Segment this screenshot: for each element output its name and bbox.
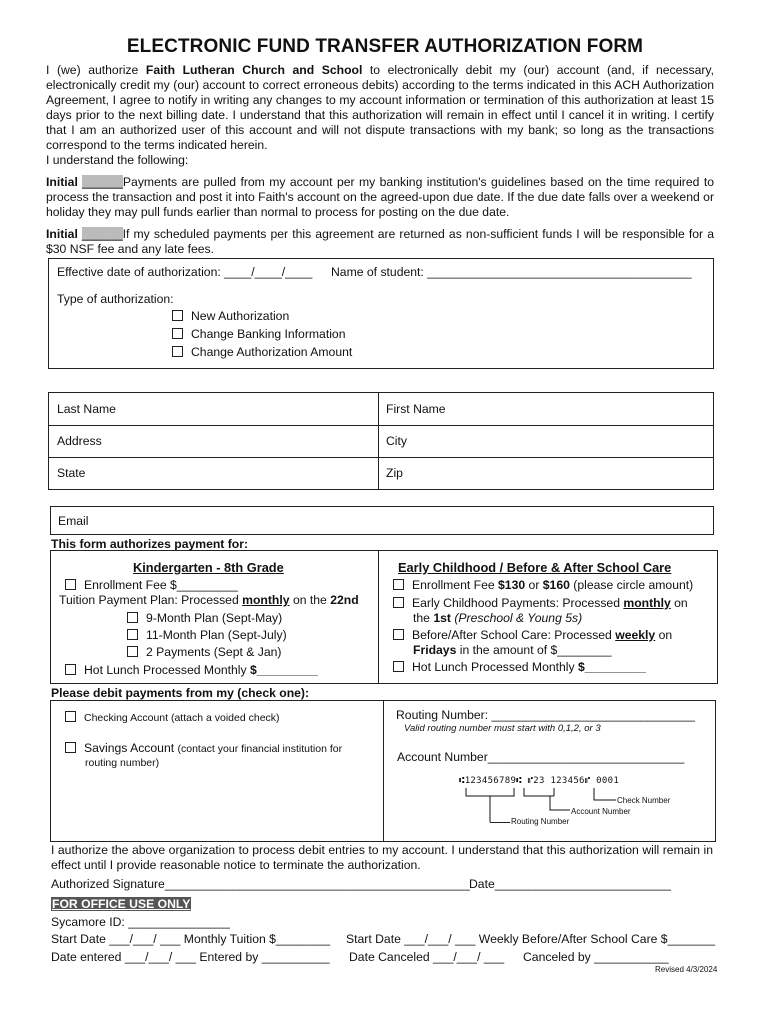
contact-table — [48, 392, 714, 490]
ec-ecp-d: the — [413, 611, 430, 625]
ec-bas-c: on — [658, 628, 673, 642]
change-amount-option[interactable] — [172, 345, 352, 359]
ec-enroll-b: $130 — [498, 578, 526, 592]
ec-bas-e: in the amount of $________ — [459, 643, 612, 657]
initial-2-text: If my scheduled payments per this agreement are returned as non-sufficient funds I will be responsible for a $30 NSF fee and any late fees. — [46, 227, 714, 256]
change-banking-option[interactable] — [172, 327, 345, 341]
k8-lunch-b: $_________ — [249, 663, 318, 677]
plan-label: 2 Payments (Sept & Jan) — [146, 645, 282, 659]
k8-plan-9month[interactable] — [127, 611, 282, 625]
account-number-field[interactable]: Account Number_____________________________ — [397, 750, 685, 764]
ec-enroll-d: $160 — [542, 578, 570, 592]
ec-enroll-a: Enrollment Fee — [412, 578, 495, 592]
checkbox[interactable] — [127, 646, 138, 657]
intro-part2: to electronically debit my (our) account (and, if necessary, electronically credit my (our) account to correct erroneous debits) according to the terms indicated in this ACH Authorization Agreement, I agree to notify in writing any changes to my account information or termination of this authorization at least 15 days prior to the next billing date. I understand that this authorization will remain in effect until I cancel it in writing. I certify that I am an authorized user of this account and will not dispute transactions with my bank; so long as the transactions correspond to the terms indicated herein. — [46, 63, 714, 152]
authorize-statement: I authorize the above organization to process debit entries to my account. I understand that this authorization will remain in effect until I provide reasonable notice to terminate the authorization. — [51, 843, 713, 872]
ec-payments-option[interactable] — [393, 596, 688, 610]
checkbox[interactable] — [393, 661, 404, 672]
account-bracket-left — [524, 788, 554, 796]
ec-before-after-option[interactable] — [393, 628, 672, 642]
ec-bas-b: weekly — [615, 628, 656, 642]
date-field[interactable]: Date__________________________ — [469, 877, 671, 891]
start-date-tuition-field[interactable]: Start Date ___/___/ ___ Monthly Tuition $________ — [51, 932, 331, 946]
ec-ecp-b: monthly — [623, 596, 671, 610]
student-name-field[interactable]: Name of student: _______________________________________ — [331, 265, 692, 279]
plan-label: 11-Month Plan (Sept-July) — [146, 628, 287, 642]
checkbox[interactable] — [127, 629, 138, 640]
ec-enrollment-option[interactable] — [393, 578, 693, 592]
organization-name: Faith Lutheran Church and School — [145, 63, 363, 77]
address-field[interactable]: Address — [57, 434, 102, 448]
ec-enroll-e: (please circle amount) — [573, 578, 694, 592]
routing-number-field[interactable]: Routing Number: ______________________________ — [396, 708, 695, 722]
ec-lunch-a: Hot Lunch Processed Monthly — [412, 660, 575, 674]
divider — [48, 457, 714, 458]
ec-enroll-c: or — [528, 578, 540, 592]
savings-label-a: Savings Account — [84, 741, 175, 755]
checking-account-option[interactable] — [65, 711, 280, 724]
ec-hot-lunch-option[interactable] — [393, 660, 646, 674]
effective-date-field[interactable]: Effective date of authorization: ____/____/____ — [57, 265, 313, 279]
ec-bas-d: Fridays — [413, 643, 457, 657]
email-box — [50, 506, 714, 535]
k8-tuition-d: 22nd — [330, 593, 359, 607]
ec-ecp-f: (Preschool & Young 5s) — [454, 611, 583, 625]
checkbox[interactable] — [393, 629, 404, 640]
start-date-care-field[interactable]: Start Date ___/___/ ___ Weekly Before/After School Care $_______ — [346, 932, 716, 946]
ec-ecp-e: 1st — [433, 611, 451, 625]
ec-payments-line2 — [413, 611, 582, 625]
payment-for-label: This form authorizes payment for: — [51, 537, 249, 551]
email-field[interactable]: Email — [58, 514, 89, 528]
initial-2-blank[interactable]: ______ — [81, 227, 123, 241]
checking-label: Checking Account (attach a voided check) — [84, 712, 280, 724]
checkbox[interactable] — [393, 579, 404, 590]
type-of-authorization-label: Type of authorization: — [57, 292, 174, 306]
zip-field[interactable]: Zip — [386, 466, 403, 480]
savings-account-option[interactable] — [65, 741, 342, 755]
check-number-label: Check Number — [617, 796, 671, 805]
ec-before-after-line2 — [413, 643, 612, 657]
initial-1-blank[interactable]: ______ — [82, 175, 123, 189]
option-label: Change Banking Information — [191, 327, 346, 341]
k8-tuition-line — [59, 593, 359, 607]
checkbox[interactable] — [393, 597, 404, 608]
ec-ecp-c: on — [674, 596, 688, 610]
divider — [48, 425, 714, 426]
first-name-field[interactable]: First Name — [386, 402, 446, 416]
k8-lunch-a: Hot Lunch Processed Monthly — [84, 663, 247, 677]
initial-1-label: Initial — [46, 175, 78, 189]
date-canceled-field[interactable]: Date Canceled ___/___/ ___ — [349, 950, 505, 964]
initial-2-label: Initial — [46, 227, 78, 241]
k8-hot-lunch-option[interactable] — [65, 663, 318, 677]
k8-plan-2payments[interactable] — [127, 645, 281, 659]
debit-label: Please debit payments from my (check one): — [51, 686, 310, 700]
option-label: Change Authorization Amount — [191, 345, 353, 359]
understand-text: I understand the following: — [46, 153, 189, 167]
divider — [378, 550, 379, 684]
intro-paragraph — [46, 63, 714, 168]
checkbox[interactable] — [127, 612, 138, 623]
state-field[interactable]: State — [57, 466, 86, 480]
checkbox[interactable] — [172, 346, 183, 357]
office-use-header: FOR OFFICE USE ONLY — [52, 897, 191, 911]
city-field[interactable]: City — [386, 434, 407, 448]
k8-tuition-b: monthly — [242, 593, 290, 607]
page-title: ELECTRONIC FUND TRANSFER AUTHORIZATION FORM — [126, 36, 644, 57]
k8-tuition-a: Tuition Payment Plan: Processed — [59, 593, 239, 607]
check-number-pointer — [594, 788, 616, 800]
k8-enrollment-option[interactable] — [65, 578, 238, 592]
ec-lunch-b: $_________ — [577, 660, 646, 674]
last-name-field[interactable]: Last Name — [57, 402, 116, 416]
intro-part1: I (we) authorize — [46, 63, 139, 77]
checkbox[interactable] — [65, 579, 76, 590]
date-entered-field[interactable]: Date entered ___/___/ ___ Entered by __________ — [51, 950, 330, 964]
checkbox[interactable] — [65, 664, 76, 675]
k8-enrollment-label: Enrollment Fee $_________ — [84, 578, 238, 592]
account-pointer — [550, 796, 570, 810]
k8-plan-11month[interactable] — [127, 628, 287, 642]
divider — [383, 700, 384, 842]
check-micr-line: ⑆123456789⑆ ⑈23 123456⑈ 0001 — [459, 776, 620, 786]
initial-2-paragraph — [46, 227, 714, 257]
checkbox[interactable] — [65, 742, 76, 753]
revised-date: Revised 4/3/2024 — [655, 965, 718, 974]
ec-ecp-a: Early Childhood Payments: Processed — [412, 596, 620, 610]
divider — [378, 392, 379, 490]
routing-leader — [490, 822, 510, 823]
checkbox[interactable] — [172, 328, 183, 339]
checkbox[interactable] — [172, 310, 183, 321]
initial-1-paragraph — [46, 175, 714, 220]
account-number-label: Account Number — [571, 807, 631, 816]
savings-label-c: routing number) — [85, 757, 160, 769]
savings-label-b: (contact your financial institution for — [177, 743, 343, 755]
checkbox[interactable] — [65, 711, 76, 722]
canceled-by-field[interactable]: Canceled by ___________ — [523, 950, 669, 964]
new-authorization-option[interactable] — [172, 309, 289, 323]
ec-bas-a: Before/After School Care: Processed — [412, 628, 612, 642]
k8-header: Kindergarten - 8th Grade — [133, 560, 284, 575]
signature-field[interactable]: Authorized Signature_____________________________________________ — [51, 877, 470, 891]
k8-tuition-c: on the — [292, 593, 327, 607]
routing-bracket — [466, 788, 514, 796]
routing-number-label: Routing Number — [511, 817, 570, 826]
routing-note: Valid routing number must start with 0,1,2, or 3 — [404, 723, 601, 734]
sycamore-id-field[interactable]: Sycamore ID: _______________ — [51, 915, 230, 929]
initial-1-text: Payments are pulled from my account per my banking institution's guidelines based on the time required to process the transaction and post it into Faith's account on the agreed-upon due date. If the due date falls over a weekend or holiday they may pull funds earlier than normal to process for posting on the due date. — [46, 175, 714, 219]
option-label: New Authorization — [191, 309, 290, 323]
ec-header: Early Childhood / Before & After School Care — [398, 560, 672, 575]
plan-label: 9-Month Plan (Sept-May) — [146, 611, 283, 625]
